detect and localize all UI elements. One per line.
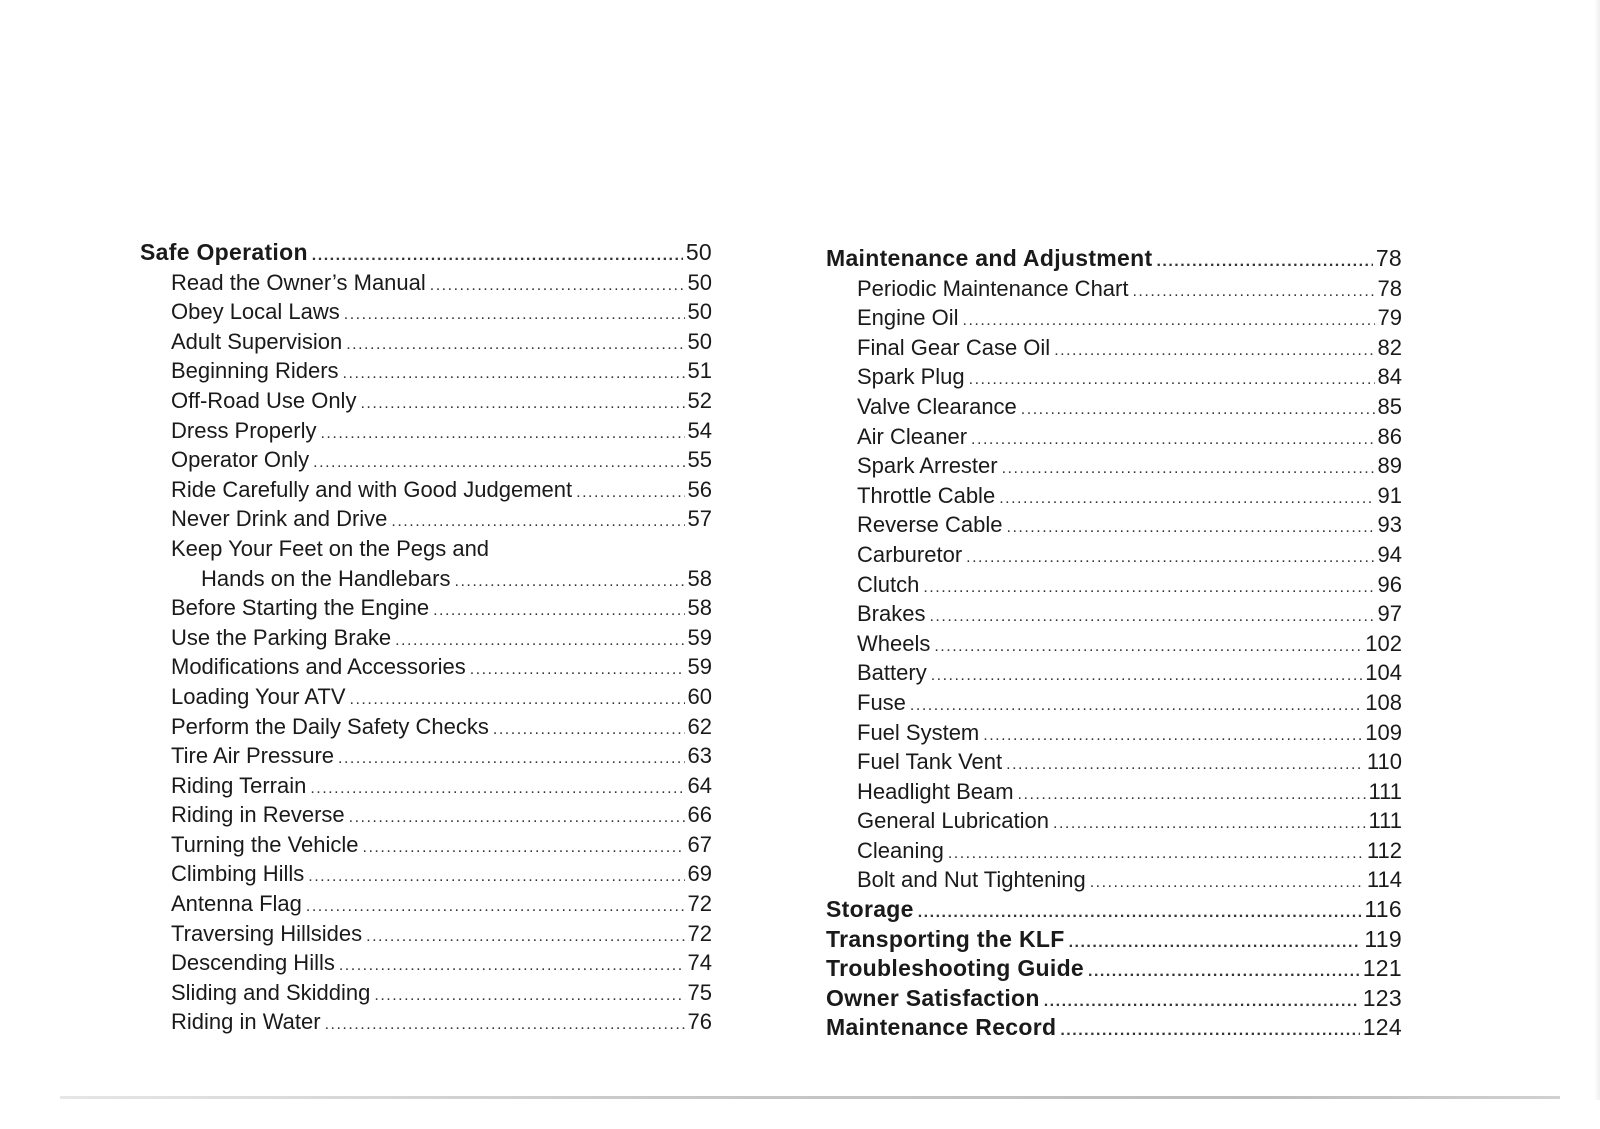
toc-page-number: 86 <box>1377 423 1402 449</box>
toc-dot-leader <box>470 655 685 685</box>
toc-entry-label: Modifications and Accessories <box>171 654 466 680</box>
toc-entry-climbing-hills[interactable] <box>140 859 712 889</box>
toc-entry-label: Clutch <box>857 571 920 597</box>
toc-page-number: 110 <box>1366 749 1402 775</box>
toc-dot-leader <box>1018 780 1366 810</box>
toc-entry-label: Descending Hills <box>171 950 335 976</box>
toc-entry-air-cleaner[interactable] <box>826 422 1402 452</box>
toc-dot-leader <box>455 567 685 597</box>
toc-page-number: 78 <box>1377 275 1402 301</box>
toc-entry-ride-carefully-and-with-good-judgement[interactable] <box>140 475 712 505</box>
toc-section-maintenance-and-adjustment[interactable] <box>826 244 1402 274</box>
toc-dot-leader <box>929 602 1374 632</box>
toc-entry-label: Owner Satisfaction <box>826 984 1040 1011</box>
toc-page-number: 59 <box>687 654 712 680</box>
toc-dot-leader <box>1069 928 1362 958</box>
toc-dot-leader <box>312 241 683 271</box>
toc-page-number: 116 <box>1364 896 1402 923</box>
toc-entry-label: Maintenance Record <box>826 1014 1057 1041</box>
toc-entry-label: General Lubrication <box>857 808 1050 834</box>
toc-entry-label: Beginning Riders <box>171 358 339 384</box>
toc-dot-leader <box>374 981 684 1011</box>
toc-entry-label: Fuel System <box>857 719 980 745</box>
toc-dot-leader <box>971 425 1374 455</box>
toc-entry-label: Hands on the Handlebars <box>201 565 451 591</box>
toc-entry-obey-local-laws[interactable] <box>140 297 712 327</box>
toc-page-number: 89 <box>1377 453 1402 479</box>
toc-dot-leader <box>999 484 1374 514</box>
toc-entry-periodic-maintenance-chart[interactable] <box>826 274 1402 304</box>
toc-entry-label: Headlight Beam <box>857 778 1014 804</box>
toc-dot-leader <box>1002 454 1375 484</box>
toc-dot-leader <box>343 359 685 389</box>
toc-dot-leader <box>306 892 685 922</box>
toc-entry-label: Use the Parking Brake <box>171 624 392 650</box>
toc-section-maintenance-record[interactable] <box>826 1013 1402 1043</box>
toc-entry-keep-your-feet-on-the-pegs-and[interactable] <box>140 534 712 564</box>
toc-entry-turning-the-vehicle[interactable] <box>140 830 712 860</box>
toc-dot-leader <box>391 507 684 537</box>
toc-entry-label: Sliding and Skidding <box>171 979 371 1005</box>
toc-entry-brakes[interactable] <box>826 599 1402 629</box>
toc-entry-label: Antenna Flag <box>171 891 302 917</box>
toc-entry-label: Battery <box>857 660 927 686</box>
toc-dot-leader <box>339 951 685 981</box>
toc-page-number: 63 <box>687 743 712 769</box>
toc-entry-label: Valve Clearance <box>857 393 1017 419</box>
toc-dot-leader <box>493 715 685 745</box>
toc-page-number: 72 <box>687 920 712 946</box>
toc-entry-label: Climbing Hills <box>171 861 305 887</box>
toc-dot-leader <box>1054 336 1374 366</box>
toc-page-number: 51 <box>687 358 712 384</box>
toc-page-number: 78 <box>1375 245 1402 271</box>
toc-dot-leader <box>360 389 684 419</box>
toc-entry-cleaning[interactable] <box>826 836 1402 866</box>
page-right-edge <box>1594 0 1600 1100</box>
toc-page-number: 64 <box>687 772 712 798</box>
toc-entry-label: Final Gear Case Oil <box>857 334 1051 360</box>
toc-page-number: 74 <box>687 950 712 976</box>
toc-dot-leader <box>1090 868 1364 898</box>
toc-entry-throttle-cable[interactable] <box>826 481 1402 511</box>
toc-page-number: 111 <box>1368 778 1402 804</box>
toc-entry-operator-only[interactable] <box>140 445 712 475</box>
toc-page-number: 102 <box>1365 630 1402 656</box>
toc-page-number: 69 <box>687 861 712 887</box>
toc-section-owner-satisfaction[interactable] <box>826 984 1402 1014</box>
toc-entry-beginning-riders[interactable] <box>140 356 712 386</box>
toc-entry-sliding-and-skidding[interactable] <box>140 978 712 1008</box>
toc-page-number: 109 <box>1365 719 1402 745</box>
toc-entry-label: Spark Arrester <box>857 453 998 479</box>
toc-dot-leader <box>969 365 1375 395</box>
toc-page-number: 108 <box>1365 689 1402 715</box>
toc-page-number: 91 <box>1377 482 1402 508</box>
toc-entry-reverse-cable[interactable] <box>826 510 1402 540</box>
toc-entry-label: Adult Supervision <box>171 328 343 354</box>
toc-page-number: 97 <box>1377 601 1402 627</box>
toc-page-number: 52 <box>687 387 712 413</box>
toc-entry-label: Riding in Reverse <box>171 802 345 828</box>
toc-entry-bolt-and-nut-tightening[interactable] <box>826 865 1402 895</box>
toc-page-number: 104 <box>1365 660 1402 686</box>
toc-dot-leader <box>350 685 685 715</box>
toc-entry-label: Traversing Hillsides <box>171 920 363 946</box>
toc-entry-headlight-beam[interactable] <box>826 777 1402 807</box>
toc-section-storage[interactable] <box>826 895 1402 925</box>
toc-dot-leader <box>1044 987 1360 1017</box>
toc-dot-leader <box>1006 750 1364 780</box>
toc-page-number: 56 <box>687 476 712 502</box>
toc-dot-leader <box>325 1010 685 1040</box>
toc-page-number: 58 <box>687 595 712 621</box>
toc-entry-loading-your-atv[interactable] <box>140 682 712 712</box>
toc-dot-leader <box>310 774 684 804</box>
toc-entry-fuse[interactable] <box>826 688 1402 718</box>
toc-entry-read-the-owner-s-manual[interactable] <box>140 268 712 298</box>
toc-entry-label: Keep Your Feet on the Pegs and <box>171 535 490 561</box>
toc-entry-adult-supervision[interactable] <box>140 327 712 357</box>
toc-entry-fuel-tank-vent[interactable] <box>826 747 1402 777</box>
toc-dot-leader <box>344 300 685 330</box>
toc-entry-label: Riding in Water <box>171 1009 321 1035</box>
toc-dot-leader <box>363 833 685 863</box>
toc-page-number: 72 <box>687 891 712 917</box>
toc-dot-leader <box>338 744 685 774</box>
toc-entry-label: Tire Air Pressure <box>171 743 335 769</box>
toc-entry-label: Ride Carefully and with Good Judgement <box>171 476 573 502</box>
toc-page-number: 67 <box>687 831 712 857</box>
toc-entry-label: Fuel Tank Vent <box>857 749 1003 775</box>
toc-page-number: 75 <box>687 979 712 1005</box>
toc-entry-label: Maintenance and Adjustment <box>826 245 1153 271</box>
toc-entry-label: Bolt and Nut Tightening <box>857 867 1086 893</box>
toc-page-number: 84 <box>1377 364 1402 390</box>
toc-dot-leader <box>395 626 684 656</box>
toc-entry-label: Fuse <box>857 689 906 715</box>
toc-entry-engine-oil[interactable] <box>826 303 1402 333</box>
toc-page-number: 60 <box>687 683 712 709</box>
toc-dot-leader <box>923 573 1374 603</box>
toc-dot-leader <box>918 898 1362 928</box>
toc-dot-leader <box>576 478 684 508</box>
toc-dot-leader <box>1132 277 1374 307</box>
toc-section-safe-operation[interactable] <box>140 238 712 268</box>
toc-entry-riding-in-reverse[interactable] <box>140 800 712 830</box>
toc-dot-leader <box>1053 809 1366 839</box>
toc-entry-hands-on-the-handlebars[interactable] <box>140 564 712 594</box>
toc-page-number: 50 <box>687 269 712 295</box>
toc-entry-label: Storage <box>826 896 914 923</box>
toc-entry-general-lubrication[interactable] <box>826 806 1402 836</box>
toc-dot-leader <box>966 543 1374 573</box>
toc-entry-before-starting-the-engine[interactable] <box>140 593 712 623</box>
toc-entry-off-road-use-only[interactable] <box>140 386 712 416</box>
toc-page-number: 66 <box>687 802 712 828</box>
toc-dot-leader <box>308 862 684 892</box>
toc-dot-leader <box>430 271 685 301</box>
toc-entry-label: Reverse Cable <box>857 512 1003 538</box>
toc-entry-label: Perform the Daily Safety Checks <box>171 713 489 739</box>
toc-dot-leader <box>1088 957 1360 987</box>
toc-entry-label: Dress Properly <box>171 417 317 443</box>
toc-dot-leader <box>366 922 684 952</box>
toc-entry-tire-air-pressure[interactable] <box>140 741 712 771</box>
toc-entry-valve-clearance[interactable] <box>826 392 1402 422</box>
toc-dot-leader <box>934 632 1362 662</box>
toc-entry-riding-in-water[interactable] <box>140 1007 712 1037</box>
toc-entry-label: Read the Owner’s Manual <box>171 269 426 295</box>
toc-entry-label: Off-Road Use Only <box>171 387 357 413</box>
toc-page-number: 121 <box>1362 955 1402 982</box>
toc-dot-leader <box>931 661 1363 691</box>
toc-entry-label: Engine Oil <box>857 305 959 331</box>
toc-entry-label: Wheels <box>857 630 931 656</box>
toc-page-number: 112 <box>1366 837 1402 863</box>
toc-entry-label: Spark Plug <box>857 364 965 390</box>
toc-dot-leader <box>349 803 685 833</box>
toc-section-troubleshooting-guide[interactable] <box>826 954 1402 984</box>
toc-entry-traversing-hillsides[interactable] <box>140 919 712 949</box>
toc-entry-label: Transporting the KLF <box>826 925 1065 952</box>
toc-page-number: 50 <box>685 239 712 265</box>
toc-page-number: 119 <box>1364 925 1402 952</box>
toc-entry-clutch[interactable] <box>826 570 1402 600</box>
toc-entry-label: Periodic Maintenance Chart <box>857 275 1129 301</box>
toc-page-number: 58 <box>687 565 712 591</box>
toc-entry-spark-plug[interactable] <box>826 362 1402 392</box>
toc-page-number: 93 <box>1377 512 1402 538</box>
toc-entry-label: Never Drink and Drive <box>171 506 388 532</box>
toc-left-column <box>140 238 712 1037</box>
toc-entry-label: Before Starting the Engine <box>171 595 430 621</box>
toc-entry-label: Air Cleaner <box>857 423 968 449</box>
toc-entry-label: Safe Operation <box>140 239 308 265</box>
page-bottom-rule <box>60 1096 1560 1099</box>
toc-entry-carburetor[interactable] <box>826 540 1402 570</box>
toc-entry-fuel-system[interactable] <box>826 718 1402 748</box>
toc-page-number: 54 <box>687 417 712 443</box>
toc-page-number: 123 <box>1362 984 1402 1011</box>
toc-page-number: 96 <box>1377 571 1402 597</box>
toc-page-number: 59 <box>687 624 712 650</box>
toc-entry-label: Troubleshooting Guide <box>826 955 1085 982</box>
toc-page-number: 62 <box>687 713 712 739</box>
toc-page-number: 55 <box>687 447 712 473</box>
toc-dot-leader <box>313 448 684 478</box>
toc-entry-dress-properly[interactable] <box>140 416 712 446</box>
toc-dot-leader <box>983 721 1362 751</box>
toc-entry-label: Cleaning <box>857 837 944 863</box>
toc-entry-battery[interactable] <box>826 658 1402 688</box>
toc-right-column <box>826 244 1402 1043</box>
toc-entry-label: Brakes <box>857 601 926 627</box>
toc-entry-label: Throttle Cable <box>857 482 996 508</box>
toc-entry-antenna-flag[interactable] <box>140 889 712 919</box>
toc-page-number: 82 <box>1377 334 1402 360</box>
toc-dot-leader <box>433 596 684 626</box>
toc-entry-label: Turning the Vehicle <box>171 831 359 857</box>
toc-dot-leader <box>1007 513 1375 543</box>
toc-entry-label: Obey Local Laws <box>171 299 340 325</box>
toc-dot-leader <box>320 419 684 449</box>
toc-entry-never-drink-and-drive[interactable] <box>140 504 712 534</box>
toc-page-number: 85 <box>1377 393 1402 419</box>
toc-entry-descending-hills[interactable] <box>140 948 712 978</box>
toc-page-number: 76 <box>687 1009 712 1035</box>
toc-dot-leader <box>1060 1016 1359 1046</box>
toc-page-number: 111 <box>1368 808 1402 834</box>
toc-entry-label: Carburetor <box>857 541 963 567</box>
toc-page-number: 124 <box>1362 1014 1402 1041</box>
toc-page-number: 50 <box>687 299 712 325</box>
toc-entry-label: Operator Only <box>171 447 310 473</box>
toc-entry-use-the-parking-brake[interactable] <box>140 623 712 653</box>
toc-dot-leader <box>346 330 684 360</box>
toc-page-number: 57 <box>687 506 712 532</box>
toc-section-transporting-the-klf[interactable] <box>826 925 1402 955</box>
toc-entry-label: Riding Terrain <box>171 772 307 798</box>
toc-dot-leader <box>1156 247 1372 277</box>
toc-entry-modifications-and-accessories[interactable] <box>140 652 712 682</box>
toc-entry-final-gear-case-oil[interactable] <box>826 333 1402 363</box>
toc-dot-leader <box>963 306 1375 336</box>
toc-entry-spark-arrester[interactable] <box>826 451 1402 481</box>
toc-entry-riding-terrain[interactable] <box>140 771 712 801</box>
toc-entry-label: Loading Your ATV <box>171 683 346 709</box>
toc-dot-leader <box>1021 395 1375 425</box>
toc-page-number: 79 <box>1377 305 1402 331</box>
toc-dot-leader <box>948 839 1364 869</box>
toc-page-number: 114 <box>1366 867 1402 893</box>
toc-entry-wheels[interactable] <box>826 629 1402 659</box>
toc-dot-leader <box>910 691 1362 721</box>
toc-entry-perform-the-daily-safety-checks[interactable] <box>140 712 712 742</box>
toc-page-number: 50 <box>687 328 712 354</box>
toc-page-number: 94 <box>1377 541 1402 567</box>
